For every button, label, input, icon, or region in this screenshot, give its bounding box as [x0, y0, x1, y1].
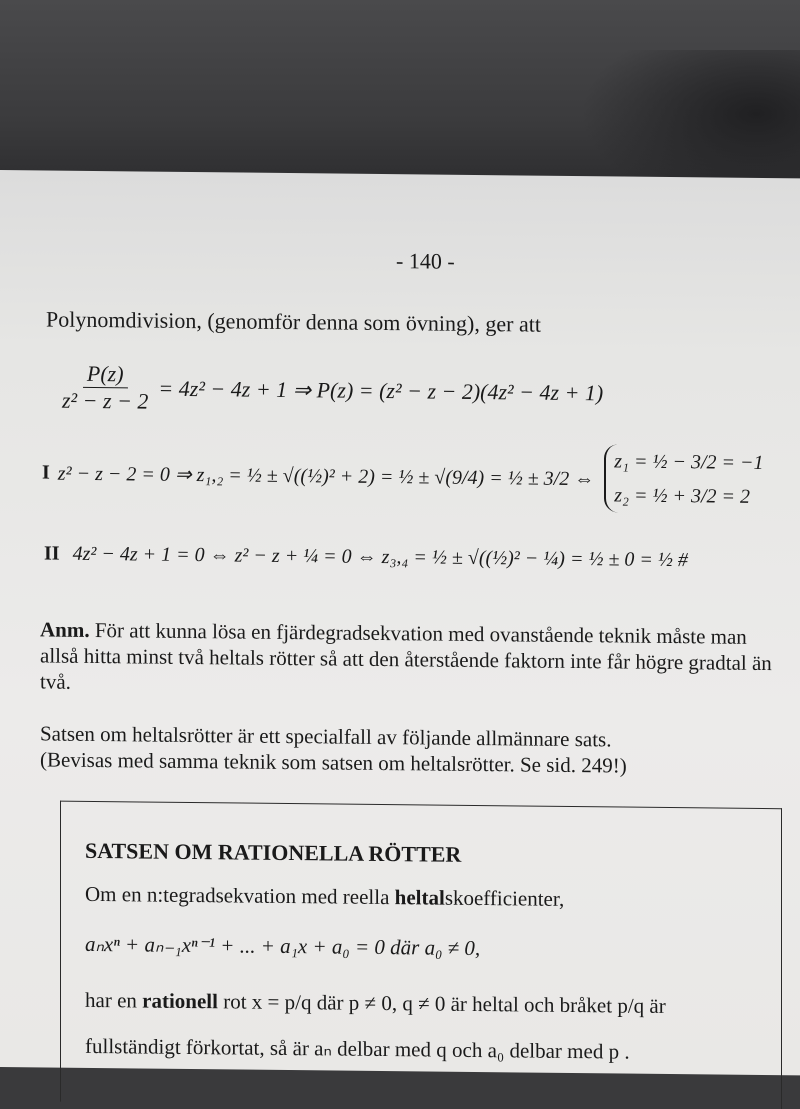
solution-z2: z₂ = ½ + 3/2 = 2	[614, 484, 751, 508]
fraction-numerator: P(z)	[83, 361, 128, 388]
page-number: - 140 -	[396, 248, 455, 274]
case-label: II	[44, 542, 60, 565]
equation-case-two	[44, 542, 688, 572]
theorem-intro-line-2: (Bevisas med samma teknik som satsen om heltalsrötter. Se sid. 249!)	[40, 747, 627, 778]
case-label: I	[42, 460, 50, 484]
theorem-intro-line-1: Satsen om heltalsrötter är ett specialfall av följande allmännare sats.	[40, 721, 612, 752]
theorem-intro-paragraph	[40, 720, 780, 780]
equation-rest: = 4z² − 4z + 1 ⇒ P(z) = (z² − z − 2)(4z² − 4z + 1)	[158, 375, 604, 405]
theorem-line-4: fullständigt förkortat, så är aₙ delbar med q och a₀ delbar med p .	[85, 1033, 630, 1064]
fraction-denominator: z² − z − 2	[62, 387, 149, 414]
remark-label: Anm.	[40, 617, 90, 642]
fraction	[58, 361, 152, 415]
equation-case-one	[42, 438, 764, 514]
remark-paragraph	[40, 616, 780, 702]
theorem-line-1-text: Om en n:tegradsekvation med reella	[85, 881, 395, 910]
book-page	[0, 170, 800, 1075]
theorem-polynomial: aₙxⁿ + aₙ₋₁xⁿ⁻¹ + ... + a₁x + a₀ = 0 där a₀ ≠ 0,	[85, 931, 481, 961]
theorem-line-3-bold: rationell	[142, 988, 218, 1014]
equation-polynomial-division	[58, 361, 603, 420]
remark-text: För att kunna lösa en fjärdegradsekvation med ovanstående teknik måste man allså hitta minst två heltals rötter så att den återstående faktorn inte får högre gradtal än två.	[40, 617, 772, 694]
theorem-line-1-text-end: skoefficienter,	[444, 885, 565, 911]
theorem-line-3-text-end: rot x = p/q där p ≠ 0, q ≠ 0 är heltal och bråket p/q är	[217, 989, 666, 1018]
theorem-box	[60, 801, 782, 1109]
theorem-line-3	[85, 988, 666, 1019]
theorem-line-1	[85, 882, 564, 912]
theorem-line-3-text: har en	[85, 987, 143, 1013]
solution-z1: z₁ = ½ − 3/2 = −1	[614, 450, 764, 474]
case-one-main: z² − z − 2 = 0 ⇒ z₁,₂ = ½ ± √((½)² + 2) = ½ ± √(9/4) = ½ ± 3/2 ⇔	[57, 462, 595, 490]
case-two-main: 4z² − 4z + 1 = 0 ⇔ z² − z + ¼ = 0 ⇔ z₃,₄ = ½ ± √((½)² − ¼) = ½ ± 0 = ½ #	[72, 542, 688, 572]
intro-text: Polynomdivision, (genomför denna som övning), ger att	[46, 306, 541, 337]
theorem-line-1-bold: heltal	[394, 885, 445, 910]
theorem-title: SATSEN OM RATIONELLA RÖTTER	[85, 837, 462, 867]
solution-cases	[604, 444, 763, 514]
